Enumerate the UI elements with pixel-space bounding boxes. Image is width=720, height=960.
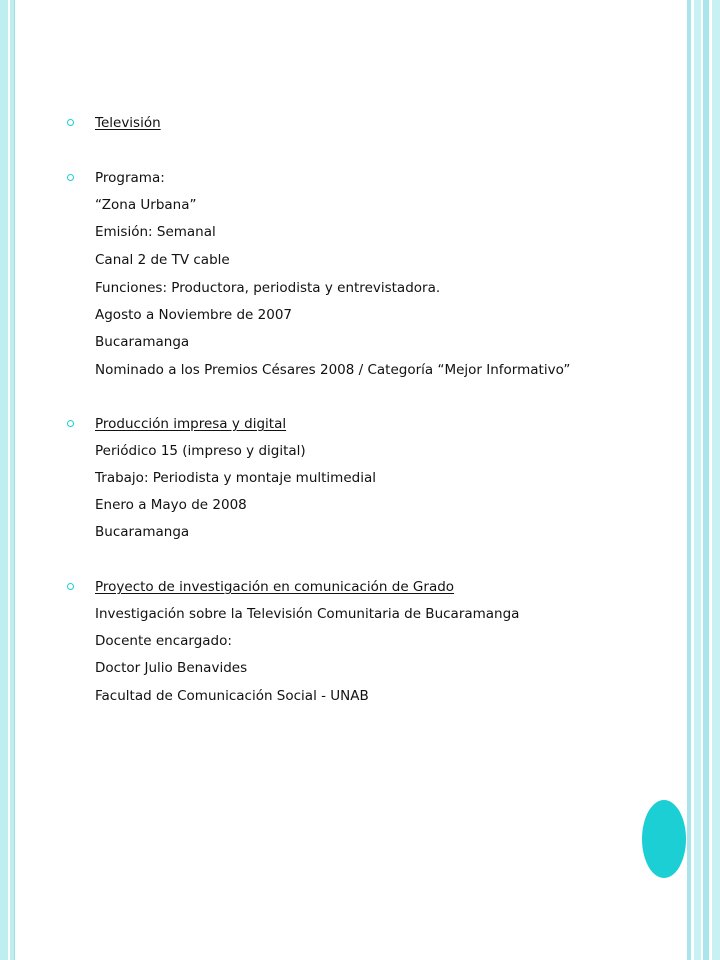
section-heading-produccion: Producción impresa y digital [95,416,287,432]
research-line: Doctor Julio Benavides [95,660,248,676]
print-line: Periódico 15 (impreso y digital) [95,443,306,459]
print-line: Enero a Mayo de 2008 [95,497,247,513]
program-line: Nominado a los Premios Césares 2008 / Categoría “Mejor Informativo” [95,362,571,378]
section-heading-television: Televisión [95,115,161,131]
bullet-icon [67,174,74,181]
section-heading-proyecto: Proyecto de investigación en comunicación de Grado [95,579,455,595]
research-line: Facultad de Comunicación Social - UNAB [95,688,369,704]
bullet-icon [67,583,74,590]
research-line: Docente encargado: [95,633,232,649]
program-line: Bucaramanga [95,334,190,350]
print-line: Bucaramanga [95,524,190,540]
research-line: Investigación sobre la Televisión Comunitaria de Bucaramanga [95,606,520,622]
program-line: Funciones: Productora, periodista y entrevistadora. [95,280,441,296]
section-heading-programa: Programa: [95,170,165,186]
bullet-icon [67,420,74,427]
print-line: Trabajo: Periodista y montaje multimedial [95,470,376,486]
program-line: Agosto a Noviembre de 2007 [95,307,293,323]
bullet-icon [67,119,74,126]
program-line: Emisión: Semanal [95,224,216,240]
program-line: “Zona Urbana” [95,197,197,213]
program-line: Canal 2 de TV cable [95,252,230,268]
